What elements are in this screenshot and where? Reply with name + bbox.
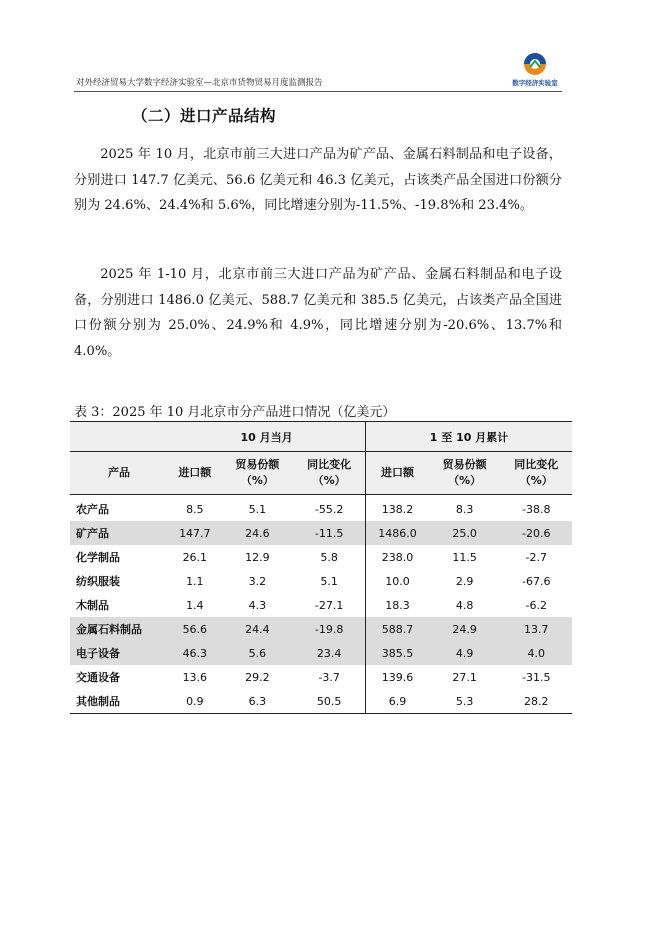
table-row xyxy=(70,617,572,641)
product-name-cell: 农产品 xyxy=(76,503,109,516)
value-cell: 588.7 xyxy=(366,617,429,641)
logo-text: 数字经济实验室 xyxy=(512,79,558,87)
value-cell: -11.5 xyxy=(293,521,365,545)
product-name-cell: 纺织服装 xyxy=(76,575,120,588)
value-cell: 147.7 xyxy=(168,521,222,545)
page-header-title: 对外经济贸易大学数字经济实验室—北京市货物贸易月度监测报告 xyxy=(76,78,323,88)
value-cell: 4.3 xyxy=(248,598,267,612)
value-cell: -27.1 xyxy=(314,598,344,612)
value-cell: 4.8 xyxy=(455,598,474,612)
value-cell: 28.2 xyxy=(500,689,572,714)
value-cell: 3.2 xyxy=(248,574,267,588)
import-products-table xyxy=(70,421,572,714)
value-cell: -20.6 xyxy=(500,521,572,545)
table-row xyxy=(70,641,572,665)
header-divider xyxy=(74,91,562,92)
table-row xyxy=(70,521,572,545)
value-cell: 24.4 xyxy=(222,617,294,641)
logo-emblem-icon xyxy=(508,50,562,80)
value-cell: 10.0 xyxy=(366,569,429,593)
value-cell: 12.9 xyxy=(245,550,270,564)
paragraph-jan-oct: 2025 年 1-10 月，北京市前三大进口产品为矿产品、金属石料制品和电子设备，分别进口 1486.0 亿美元、588.7 亿美元和 385.5 亿美元，占该类产品全国进口份额分别为 25.0%、24.9%和 4.9%，同比增速分别为-20.6%、13.7%和 4.0%。 xyxy=(74,267,562,359)
value-cell: 46.3 xyxy=(168,641,222,665)
value-cell: 5.1 xyxy=(248,502,267,516)
value-cell: 1486.0 xyxy=(366,521,429,545)
value-cell: 238.0 xyxy=(366,545,429,569)
value-cell: -6.2 xyxy=(525,598,547,612)
value-cell: 138.2 xyxy=(366,495,429,522)
column-header-product: 产品 xyxy=(70,452,168,495)
product-name-cell: 木制品 xyxy=(76,599,109,612)
group-header-october: 10 月当月 xyxy=(168,422,366,452)
value-cell: 24.9 xyxy=(429,617,501,641)
value-cell: 13.6 xyxy=(182,670,208,684)
column-header: 贸易份额 （%） xyxy=(222,452,294,495)
value-cell: 50.5 xyxy=(293,689,365,714)
product-name-cell: 交通设备 xyxy=(76,671,120,684)
value-cell: -38.8 xyxy=(521,502,551,516)
value-cell: 5.8 xyxy=(320,550,338,564)
product-name-cell: 金属石料制品 xyxy=(70,617,168,641)
value-cell: 6.3 xyxy=(222,689,294,714)
value-cell: 139.6 xyxy=(366,665,429,689)
column-header: 同比变化 （%） xyxy=(500,452,572,495)
value-cell: 25.0 xyxy=(429,521,501,545)
value-cell: 1.4 xyxy=(186,598,204,612)
value-cell: 23.4 xyxy=(293,641,365,665)
table-row xyxy=(70,689,572,714)
value-cell: 2.9 xyxy=(455,574,474,588)
group-header-cumulative: 1 至 10 月累计 xyxy=(366,422,572,452)
lab-logo xyxy=(508,50,562,90)
value-cell: 18.3 xyxy=(366,593,429,617)
value-cell: 0.9 xyxy=(168,689,222,714)
table-row xyxy=(70,569,572,593)
value-cell: 56.6 xyxy=(168,617,222,641)
value-cell: 8.3 xyxy=(455,502,474,516)
value-cell: 1.1 xyxy=(186,574,204,588)
value-cell: 4.9 xyxy=(429,641,501,665)
column-header: 同比变化 （%） xyxy=(293,452,365,495)
value-cell: 24.6 xyxy=(222,521,294,545)
value-cell: 6.9 xyxy=(366,689,429,714)
column-header: 贸易份额 （%） xyxy=(429,452,501,495)
value-cell: -55.2 xyxy=(314,502,344,516)
table-row xyxy=(70,495,572,522)
section-title: （二）进口产品结构 xyxy=(132,107,277,125)
value-cell: -3.7 xyxy=(318,670,340,684)
value-cell: 5.1 xyxy=(320,574,338,588)
table-row xyxy=(70,593,572,617)
value-cell: 11.5 xyxy=(452,550,477,564)
column-header: 进口额 xyxy=(168,452,222,495)
value-cell: -31.5 xyxy=(521,670,551,684)
value-cell: 13.7 xyxy=(500,617,572,641)
product-name-cell: 其他制品 xyxy=(70,689,168,714)
value-cell: 8.5 xyxy=(186,502,204,516)
value-cell: 5.3 xyxy=(429,689,501,714)
table-row xyxy=(70,545,572,569)
table-corner-cell xyxy=(70,422,168,452)
value-cell: -2.7 xyxy=(525,550,547,564)
value-cell: -19.8 xyxy=(293,617,365,641)
value-cell: 29.2 xyxy=(245,670,270,684)
paragraph-october: 2025 年 10 月，北京市前三大进口产品为矿产品、金属石料制品和电子设备，分别进口 147.7 亿美元、56.6 亿美元和 46.3 亿美元，占该类产品全国进口份额分别为 24.6%、24.4%和 5.6%，同比增速分别为-11.5%、-19.8%和 23.4%。 xyxy=(74,147,562,213)
value-cell: -67.6 xyxy=(521,574,551,588)
table-row xyxy=(70,665,572,689)
product-name-cell: 电子设备 xyxy=(70,641,168,665)
value-cell: 26.1 xyxy=(182,550,208,564)
value-cell: 4.0 xyxy=(500,641,572,665)
value-cell: 27.1 xyxy=(452,670,477,684)
column-header: 进口额 xyxy=(366,452,429,495)
product-name-cell: 化学制品 xyxy=(76,551,120,564)
table-caption: 表 3：2025 年 10 月北京市分产品进口情况（亿美元） xyxy=(74,405,396,420)
product-name-cell: 矿产品 xyxy=(70,521,168,545)
value-cell: 5.6 xyxy=(222,641,294,665)
value-cell: 385.5 xyxy=(366,641,429,665)
